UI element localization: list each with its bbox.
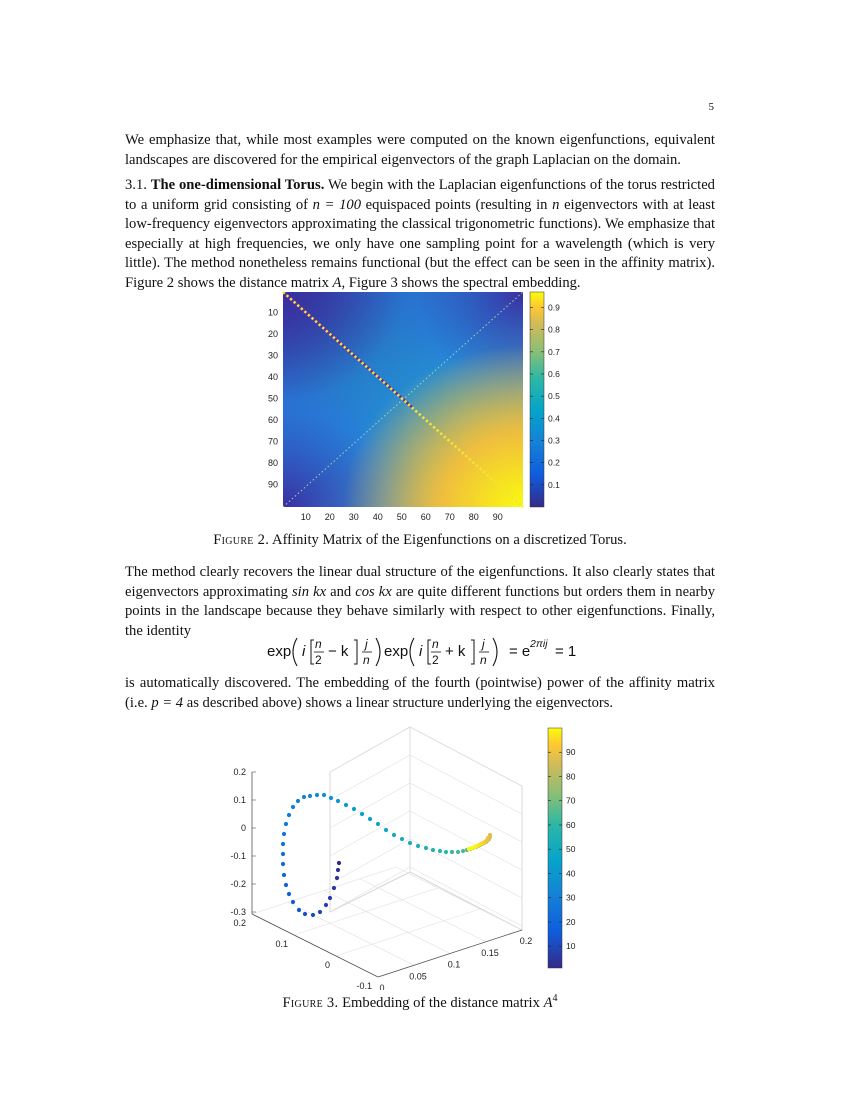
- embedding-point: [311, 913, 315, 917]
- embedding-point: [302, 795, 306, 799]
- section-text-c: eigenvectors with at least low-frequency eigenvectors approximating the classical trigonometric functions). We emphasize that especially at high frequencies, we only have one sampling point for a wavelength (which is very little). The method nonetheless remains functional (but the effect can be seen in the affinity matrix). Figure 2 shows the distance matrix: [125, 196, 716, 291]
- embedding-point: [281, 852, 285, 856]
- heatmap-x-tick: 20: [324, 512, 335, 522]
- colorbar-tick: 10: [566, 941, 576, 952]
- colorbar-tick: 20: [566, 916, 576, 927]
- section-text-b: equispaced points (resulting in: [361, 196, 553, 213]
- embedding-point: [352, 807, 356, 811]
- embedding-point: [318, 910, 322, 914]
- z-tick: 0: [240, 823, 246, 833]
- embedding-point: [284, 822, 288, 826]
- section-text-d: , Figure 3 shows the spectral embedding.: [341, 274, 581, 291]
- embedding-point: [431, 848, 435, 852]
- section-number: 3.1.: [125, 177, 147, 193]
- eq-plus-k: + k: [445, 643, 466, 660]
- colorbar-tick: 40: [566, 868, 576, 879]
- y-tick: 0: [324, 960, 330, 970]
- math-n: n: [552, 196, 560, 213]
- embedding-point: [444, 850, 448, 854]
- embedding-point: [297, 908, 301, 912]
- colorbar-tick: 70: [566, 795, 576, 806]
- heatmap-x-tick: 90: [492, 512, 503, 522]
- embedding-point: [282, 873, 286, 877]
- x-tick: 0.05: [409, 971, 427, 982]
- embedding-point: [408, 841, 412, 845]
- heatmap-y-tick: 40: [267, 371, 278, 382]
- figure-2-heatmap: [250, 285, 590, 530]
- embedding-point: [291, 805, 295, 809]
- figure-2-caption-text: Affinity Matrix of the Eigenfunctions on a discretized Torus.: [272, 532, 627, 548]
- embedding-point: [281, 842, 285, 846]
- embedding-point: [291, 900, 295, 904]
- embedding-y-axis: [233, 918, 372, 990]
- embedding-point: [392, 833, 396, 837]
- x-tick: 0: [379, 983, 385, 990]
- z-tick: 0.2: [233, 767, 246, 777]
- x-tick: 0.1: [447, 959, 461, 970]
- para2-text-c: are quite different functions but orders them in nearby points in the landscape because they behave similarly with respect to other eigenfunctions. Finally, the identity: [125, 583, 716, 639]
- heatmap-x-tick: 60: [420, 512, 431, 522]
- heatmap-y-tick: 70: [267, 436, 278, 447]
- identity-equation: [125, 632, 715, 672]
- embedding-point: [322, 793, 326, 797]
- colorbar-tick: 0.9: [548, 302, 560, 313]
- embedding-point: [467, 847, 471, 851]
- embedding-point: [336, 799, 340, 803]
- heatmap-y-tick: 10: [267, 307, 278, 318]
- eq-i-2: i: [419, 643, 423, 660]
- heatmap-y-tick: 20: [267, 328, 278, 339]
- colorbar-tick: 60: [566, 819, 576, 830]
- eq-rhs: = e: [509, 643, 531, 660]
- colorbar-tick: 30: [566, 892, 576, 903]
- colorbar-tick: 0.3: [548, 435, 560, 446]
- embedding-point: [303, 912, 307, 916]
- embedding-point: [456, 850, 460, 854]
- math-A: A: [332, 274, 342, 291]
- eq-two-1: 2: [315, 653, 322, 667]
- z-tick: -0.2: [230, 879, 246, 889]
- colorbar-tick: 0.4: [548, 413, 560, 424]
- heatmap-x-tick: 40: [372, 512, 383, 522]
- heatmap-x-tick: 10: [300, 512, 311, 522]
- eq-n-4: n: [480, 653, 487, 667]
- embedding-point: [424, 846, 428, 850]
- x-tick: 0.15: [481, 947, 499, 958]
- para3-text-a: is automatically discovered. The embedding of the fourth (pointwise) power of the affinity matrix (i.e.: [125, 675, 715, 711]
- embedding-point: [308, 794, 312, 798]
- embedding-colorbar: [548, 728, 576, 968]
- eq-n-1: n: [315, 637, 322, 651]
- eq-i-1: i: [302, 643, 306, 660]
- page-number: 5: [708, 101, 714, 113]
- z-tick: -0.3: [230, 907, 246, 917]
- math-cos: cos kx: [355, 583, 392, 600]
- heatmap-y-tick: 50: [267, 393, 278, 404]
- y-tick: 0.1: [275, 939, 288, 949]
- colorbar-tick: 90: [566, 747, 576, 758]
- colorbar-tick: 80: [566, 771, 576, 782]
- para2-text-b: and: [326, 583, 356, 600]
- heatmap-x-axis: [301, 512, 503, 522]
- figure-3-caption-text: Embedding of the distance matrix: [342, 994, 544, 1011]
- z-tick: -0.1: [230, 851, 246, 861]
- embedding-point: [400, 837, 404, 841]
- z-tick: 0.1: [233, 795, 246, 805]
- heatmap-y-tick: 90: [267, 479, 278, 490]
- eq-j-2: j: [482, 637, 485, 651]
- heatmap-y-axis: [268, 307, 278, 489]
- embedding-point: [315, 793, 319, 797]
- y-tick: -0.1: [356, 981, 372, 990]
- embedding-point: [344, 803, 348, 807]
- figure-3-caption-math: A: [543, 994, 553, 1011]
- eq-n-2: n: [363, 653, 370, 667]
- para2-text-a: The method clearly recovers the linear dual structure of the eigenfunctions. It also clearly states that eigenvectors approximating: [125, 564, 715, 600]
- eq-exp-1: exp: [267, 643, 292, 660]
- embedding-point: [336, 868, 340, 872]
- x-tick: 0.2: [519, 936, 533, 946]
- figure-3-label: Figure 3.: [282, 994, 339, 1011]
- embedding-point: [287, 892, 291, 896]
- math-n-eq: n = 100: [312, 196, 362, 213]
- embedding-point: [384, 828, 388, 832]
- colorbar-tick: 0.2: [548, 457, 560, 468]
- 3d-box: [252, 727, 522, 977]
- figure-2-caption: [125, 532, 715, 549]
- figure-3-embedding: [230, 722, 590, 990]
- heatmap-x-tick: 30: [348, 512, 359, 522]
- embedding-point: [416, 844, 420, 848]
- colorbar-tick: 0.5: [548, 391, 560, 402]
- math-p: p = 4: [151, 694, 184, 711]
- embedding-point: [282, 832, 286, 836]
- colorbar-tick: 0.6: [548, 369, 560, 380]
- embedding-point: [332, 886, 336, 890]
- embedding-point: [287, 813, 291, 817]
- embedding-point: [324, 903, 328, 907]
- embedding-point: [376, 822, 380, 826]
- heatmap-x-tick: 80: [468, 512, 479, 522]
- section-paragraph: [125, 176, 715, 293]
- y-tick: 0.2: [233, 918, 246, 928]
- colorbar: [530, 292, 560, 507]
- para3-text-b: as described above) shows a linear structure underlying the eigenvectors.: [183, 694, 614, 711]
- figure-3-caption: [125, 993, 715, 1012]
- embedding-point: [368, 817, 372, 821]
- embedding-point: [329, 796, 333, 800]
- figure-2-label: Figure 2.: [213, 532, 270, 548]
- eq-two-2: 2: [432, 653, 439, 667]
- heatmap-y-tick: 60: [267, 414, 278, 425]
- embedding-point: [328, 896, 332, 900]
- embedding-point: [360, 812, 364, 816]
- colorbar-tick: 0.7: [548, 346, 560, 357]
- heatmap-x-tick: 70: [444, 512, 455, 522]
- eq-exp-2: exp: [384, 643, 409, 660]
- figure-3-caption-sup: 4: [552, 993, 558, 1004]
- heatmap-y-tick: 30: [267, 350, 278, 361]
- colorbar-tick: 50: [566, 844, 576, 855]
- intro-paragraph: We emphasize that, while most examples were computed on the known eigenfunctions, equivalent landscapes are discovered for the empirical eigenvectors of the graph Laplacian on the domain.: [125, 132, 715, 168]
- eq-minus-k: − k: [328, 643, 349, 660]
- eq-sup: 2πij: [530, 638, 548, 650]
- eq-j-1: j: [365, 637, 368, 651]
- heatmap-y-tick: 80: [267, 457, 278, 468]
- embedding-point: [284, 883, 288, 887]
- paragraph-2: [125, 563, 715, 641]
- embedding-point: [438, 849, 442, 853]
- eq-n-3: n: [432, 637, 439, 651]
- embedding-point: [450, 850, 454, 854]
- embedding-point: [296, 799, 300, 803]
- paragraph-3: [125, 674, 715, 713]
- embedding-point: [337, 861, 341, 865]
- section-title: The one-dimensional Torus.: [150, 177, 325, 193]
- embedding-point: [335, 876, 339, 880]
- colorbar-tick: 0.8: [548, 324, 560, 335]
- heatmap-x-tick: 50: [396, 512, 407, 522]
- embedding-point: [281, 862, 285, 866]
- eq-equals-one: = 1: [555, 643, 577, 660]
- embedding-point: [461, 849, 465, 853]
- embedding-x-axis: [379, 936, 532, 990]
- section-text: We begin with the Laplacian eigenfunctions of the torus restricted to a uniform grid consisting of: [125, 177, 715, 213]
- math-sin: sin kx: [292, 583, 327, 600]
- heatmap-plot-area: [283, 292, 523, 507]
- colorbar-tick: 0.1: [548, 479, 560, 490]
